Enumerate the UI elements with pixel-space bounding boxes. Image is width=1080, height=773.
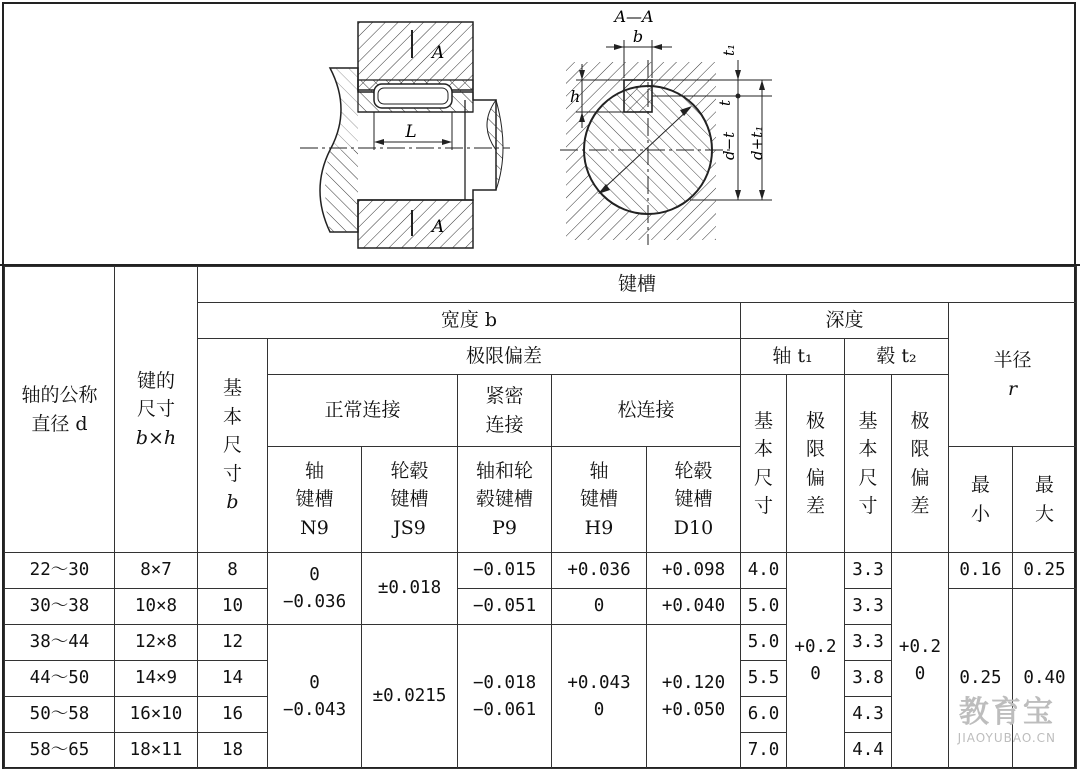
loose-connection-header: 松连接 xyxy=(552,375,741,447)
watermark-cn: 教育宝 xyxy=(958,695,1055,730)
dim-d-minus-t-label: d−t xyxy=(720,131,738,160)
watermark-en: JIAOYUBAO.CN xyxy=(957,731,1056,745)
d10-group2: +0.120 +0.050 xyxy=(647,625,741,769)
basic-size-b-header: 基 本 尺 寸 b xyxy=(198,339,268,553)
n9-header: 轴 键槽 N9 xyxy=(268,447,362,553)
section-mark-A-bottom: A xyxy=(432,217,445,237)
dim-h-label: h xyxy=(570,87,581,106)
keyway-drawing xyxy=(0,0,1080,265)
t2-deviation: +0.2 0 xyxy=(892,553,949,769)
js9-group1: ±0.018 xyxy=(362,553,458,625)
limit-deviation-header: 极限偏差 xyxy=(268,339,741,375)
t1-basic-header: 基 本 尺 寸 xyxy=(741,375,787,553)
normal-connection-header: 正常连接 xyxy=(268,375,458,447)
table-row: 38～44 12×8 12 0 −0.043 ±0.0215 −0.018 −0.061 +0.043 0 +0.120 +0.050 5.0 3.3 xyxy=(5,625,1077,661)
watermark xyxy=(958,687,1056,745)
table-row: 22～30 8×7 8 0 −0.036 ±0.018 −0.015 +0.036 +0.098 4.0 +0.2 0 3.3 +0.2 0 0.16 0.25 xyxy=(5,553,1077,589)
n9-group2: 0 −0.043 xyxy=(268,625,362,769)
p9-group2: −0.018 −0.061 xyxy=(458,625,552,769)
t1-limit-header: 极 限 偏 差 xyxy=(787,375,845,553)
d10-header: 轮毂 键槽 D10 xyxy=(647,447,741,553)
t2-basic-header: 基 本 尺 寸 xyxy=(845,375,892,553)
dim-L-label: L xyxy=(405,122,417,142)
width-header: 宽度 b xyxy=(198,303,741,339)
table-row: 30～38 10×8 10 −0.051 0 +0.040 5.0 3.3 0.25 0.40 xyxy=(5,589,1077,625)
dim-t1-label: t₁ xyxy=(720,43,738,56)
table-row: 50～58 16×10 16 6.0 4.3 xyxy=(5,697,1077,733)
dim-t-label: t xyxy=(716,99,734,106)
nominal-diameter-header: 轴的公称 直径 d xyxy=(5,267,115,553)
hub-t2-header: 毂 t₂ xyxy=(845,339,949,375)
keyway-spec-table xyxy=(4,266,1077,769)
section-mark-A-top: A xyxy=(432,43,445,63)
js9-group2: ±0.0215 xyxy=(362,625,458,769)
js9-header: 轮毂 键槽 JS9 xyxy=(362,447,458,553)
n9-group1: 0 −0.036 xyxy=(268,553,362,625)
tight-connection-header: 紧密 连接 xyxy=(458,375,552,447)
t1-deviation: +0.2 0 xyxy=(787,553,845,769)
keyway-header: 键槽 xyxy=(198,267,1077,303)
radius-max-header: 最 大 xyxy=(1013,447,1077,553)
h9-header: 轴 键槽 H9 xyxy=(552,447,647,553)
section-label: A—A xyxy=(614,7,654,26)
p9-header: 轴和轮 毂键槽 P9 xyxy=(458,447,552,553)
shaft-t1-header: 轴 t₁ xyxy=(741,339,845,375)
table-row: 58～65 18×11 18 7.0 4.4 xyxy=(5,733,1077,769)
key-size-header: 键的 尺寸 b×h xyxy=(115,267,198,553)
side-view xyxy=(300,22,510,248)
dim-d-plus-t1-label: d+t₁ xyxy=(748,125,766,160)
cross-section-view xyxy=(560,7,772,245)
dim-b-label: b xyxy=(632,27,644,46)
radius-min-header: 最 小 xyxy=(949,447,1013,553)
radius-header: 半径 r xyxy=(949,303,1077,447)
t2-limit-header: 极 限 偏 差 xyxy=(892,375,949,553)
depth-header: 深度 xyxy=(741,303,949,339)
table-row: 44～50 14×9 14 5.5 3.8 xyxy=(5,661,1077,697)
h9-group2: +0.043 0 xyxy=(552,625,647,769)
